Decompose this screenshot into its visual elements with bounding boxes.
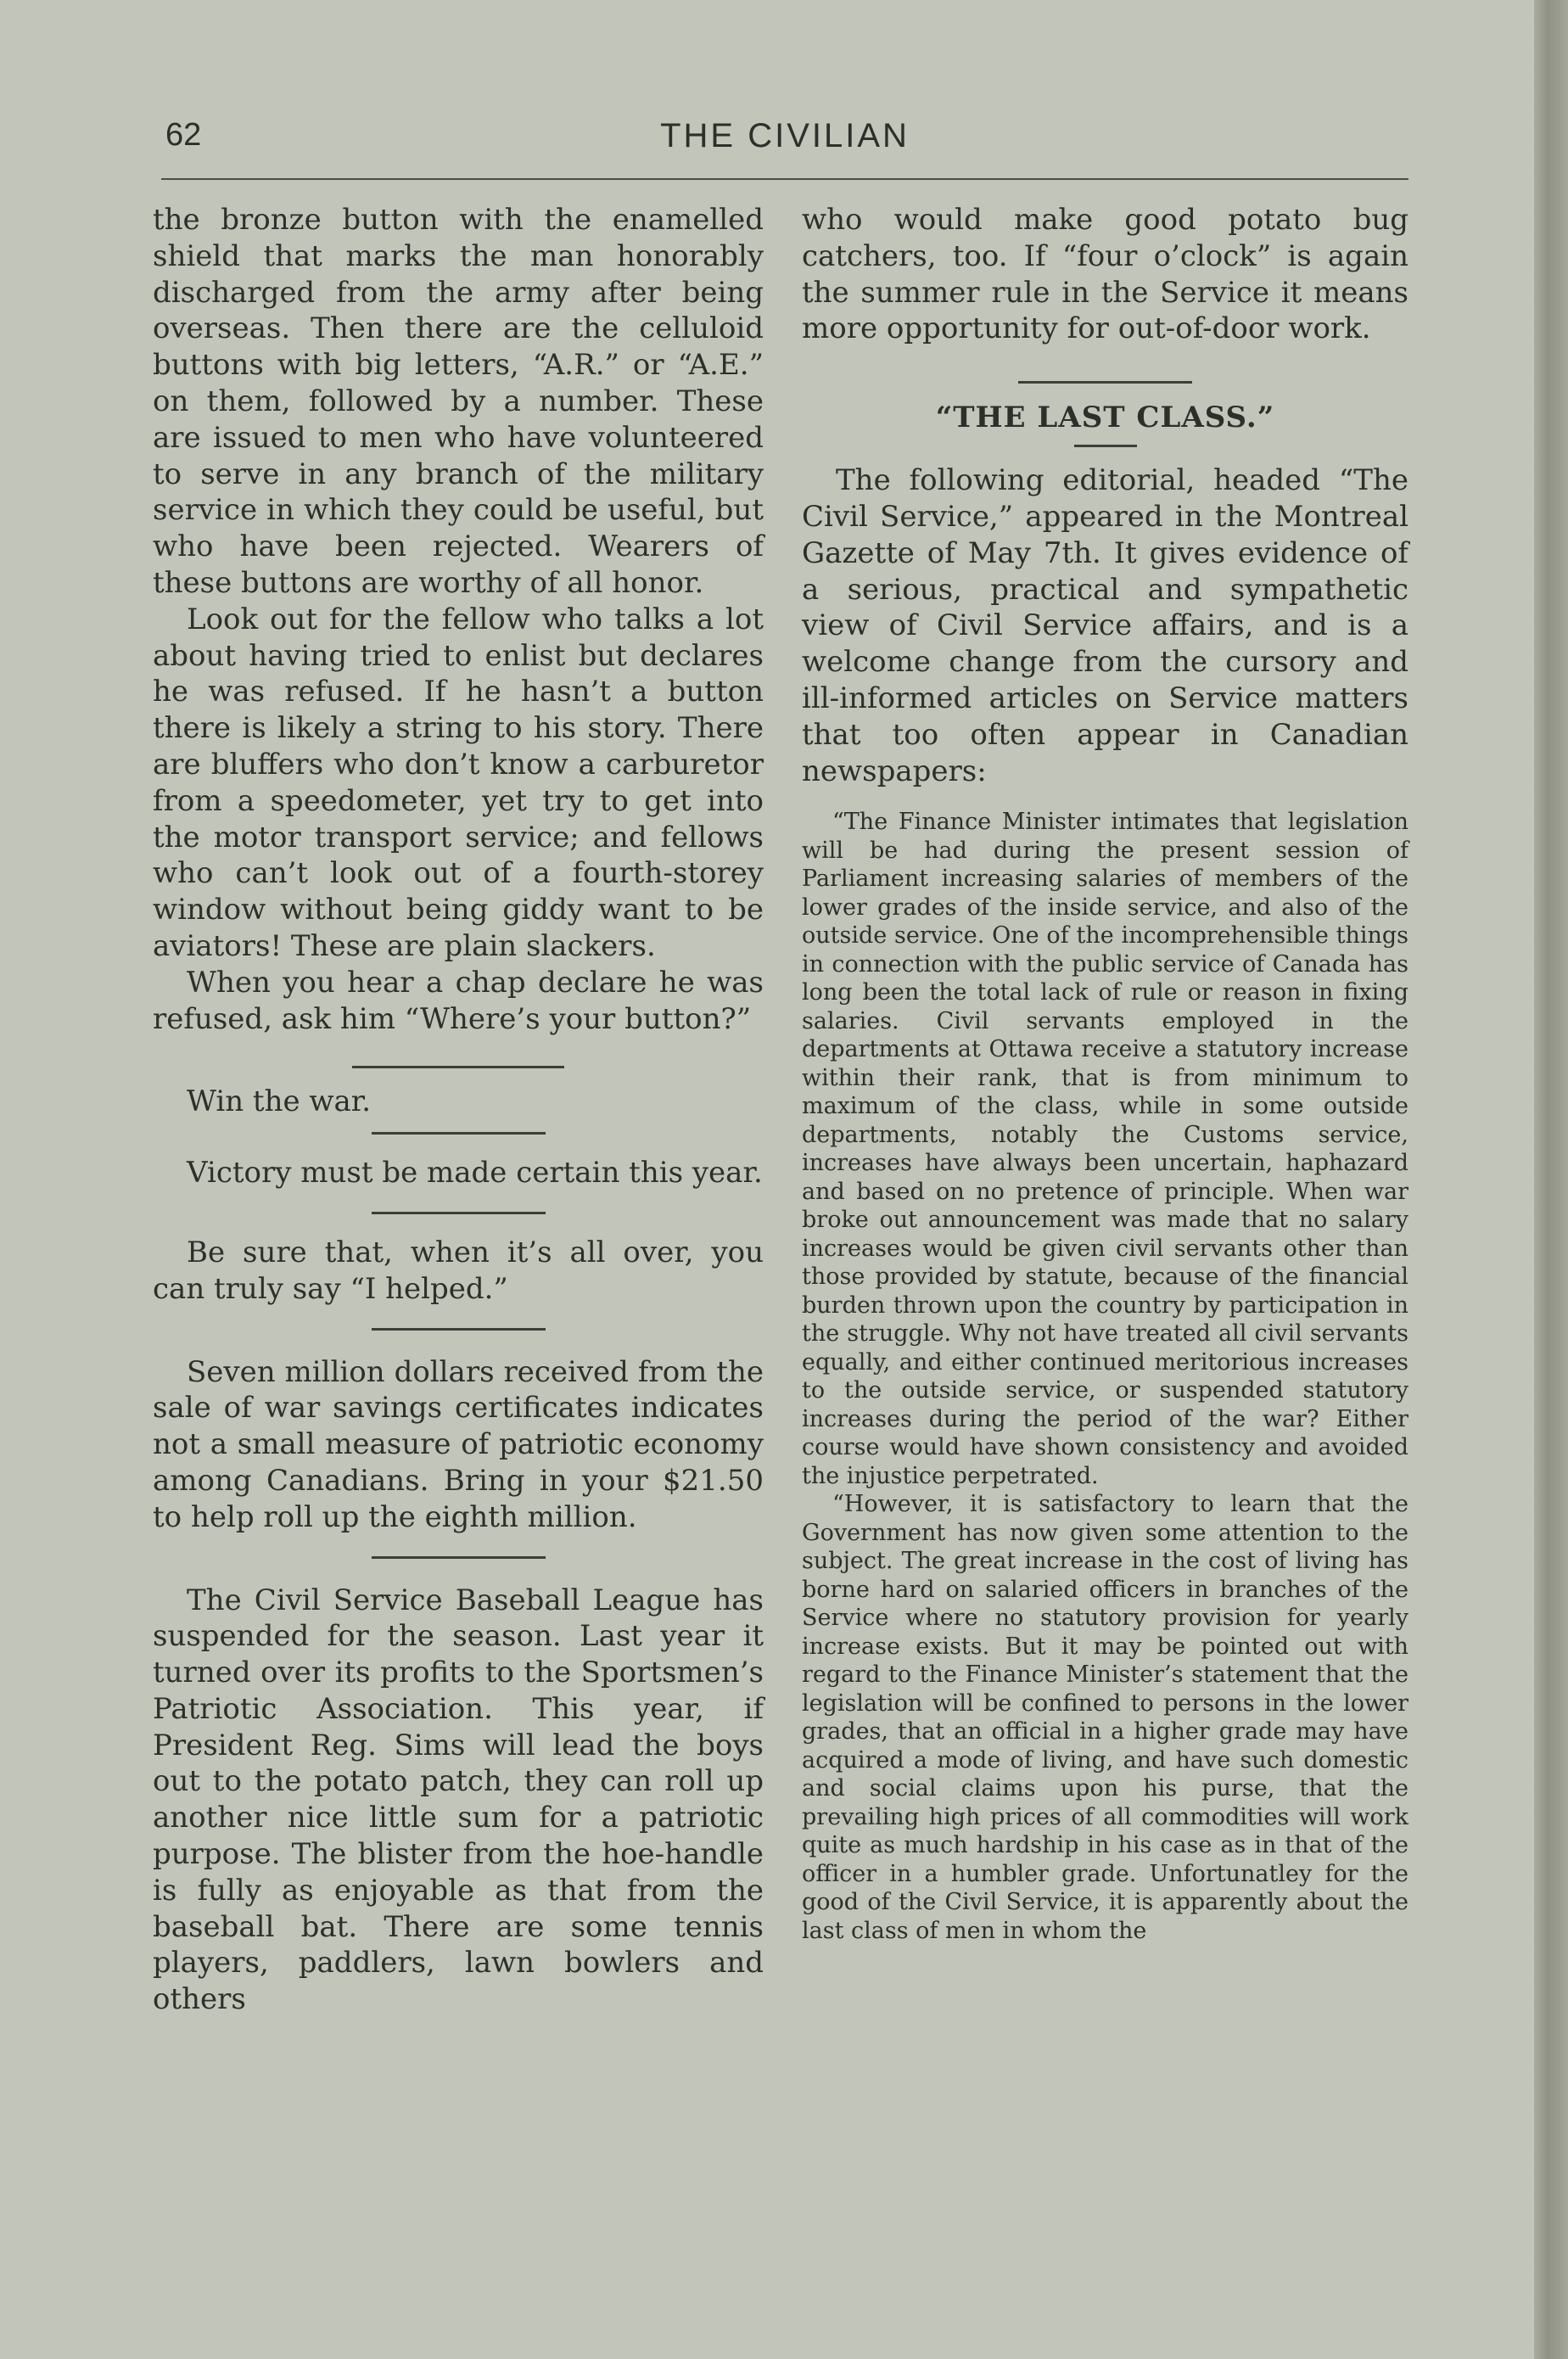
paragraph: When you hear a chap declare he was refused, ask him “Where’s your button?” xyxy=(153,965,764,1036)
article-headline: “THE LAST CLASS.” xyxy=(935,401,1275,435)
header-rule xyxy=(161,178,1408,180)
editorial-intro: The following editorial, headed “The Civil Service,” appeared in the Montreal Gazette of May 7th. It gives evidence of a serious, practical and sympathetic view of Civil Service affairs, and is a welcome change from the cursory and ill-informed articles on Service matters that too often appear in Canadian newspapers: xyxy=(802,463,1408,788)
paragraph: Be sure that, when it’s all over, you can truly say “I helped.” xyxy=(153,1235,764,1306)
left-column xyxy=(153,202,764,2018)
book-spine-edge xyxy=(1534,0,1568,2359)
paragraph: Seven million dollars received from the sale of war savings certificates indicates not a small measure of patriotic economy among Canadians. Bring in your $21.50 to help roll up the eighth million. xyxy=(153,1354,764,1534)
page-header xyxy=(161,117,1408,161)
paragraph: the bronze button with the enamelled shield that marks the man honorably discharged from the army after being overseas. Then there are the celluloid buttons with big letters, “A.R.” or “A.E.” on them, followed by a number. These are issued to men who have volunteered to serve in any branch of the military service in which they could be useful, but who have been rejected. Wearers of these buttons are worthy of all honor. xyxy=(153,203,764,600)
right-column xyxy=(802,202,1408,1945)
paragraph: who would make good potato bug catchers, too. If “four o’clock” is again the summer rule in the Service it means more opportunity for out-of-door work. xyxy=(802,203,1408,346)
page-number: 62 xyxy=(165,117,202,153)
paragraph: Look out for the fellow who talks a lot about having tried to enlist but declares he was refused. If he hasn’t a button there is likely a string to his story. There are bluffers who don’t know a carburetor from a speedometer, yet try to get into the motor transport service; and fellows who can’t look out of a fourth-storey window without being giddy want to be aviators! These are plain slackers. xyxy=(153,602,764,963)
quoted-paragraph: “The Finance Minister intimates that legislation will be had during the present session of Parliament increasing salaries of members of the lower grades of the inside service, and also of the outside service. One of the incomprehensible things in connection with the public service of Canada has long been the total lack of rule or reason in fixing salaries. Civil servants employed in the departments at Ottawa receive a statutory increase within their rank, that is from minimum to maximum of the class, while in some outside departments, notably the Customs service, increases have always been uncertain, haphazard and based on no pretence of principle. When war broke out announcement was made that no salary increases would be given civil servants other than those provided by statute, because of the financial burden thrown upon the country by participation in the struggle. Why not have treated all civil servants equally, and either continued meritorious increases to the outside service, or suspended statutory increases during the period of the war? Either course would have shown consistency and avoided the injustice perpetrated. xyxy=(802,809,1408,1489)
paragraph: The Civil Service Baseball League has suspended for the season. Last year it turned over its profits to the Sportsmen’s Patriotic Association. This year, if President Reg. Sims will lead the boys out to the potato patch, they can roll up another nice little sum for a patriotic purpose. The blister from the hoe-handle is fully as enjoyable as that from the baseball bat. There are some tennis players, paddlers, lawn bowlers and others xyxy=(153,1583,764,2017)
running-title: THE CIVILIAN xyxy=(660,117,910,154)
quoted-paragraph: “However, it is satisfactory to learn that the Government has now given some attention to the subject. The great increase in the cost of living has borne hard on salaried officers in branches of the Service where no statutory provision for yearly increase exists. But it may be pointed out with regard to the Finance Minister’s statement that the legislation will be confined to persons in the lower grades, that an official in a higher grade may have acquired a mode of living, and have such domestic and social claims upon his purse, that the prevailing high prices of all commodities will work quite as much hardship in his case as in that of the officer in a humbler grade. Unfortunatley for the good of the Civil Service, it is apparently about the last class of men in whom the xyxy=(802,1491,1408,1944)
paragraph: Victory must be made certain this year. xyxy=(187,1156,763,1191)
paragraph: Win the war. xyxy=(187,1084,372,1119)
